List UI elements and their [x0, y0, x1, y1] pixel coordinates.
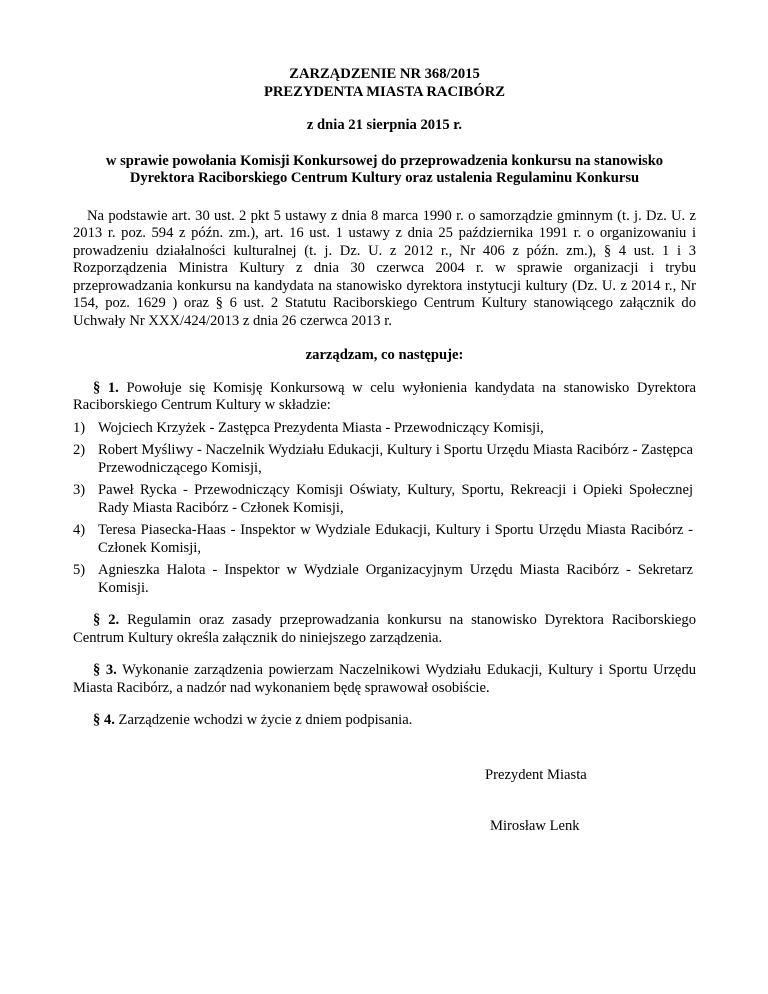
section-1-text: Powołuje się Komisję Konkursową w celu wyłonienia kandydata na stanowisko Dyrektora Raciborskiego Centrum Kultury w składzie: — [73, 379, 696, 413]
list-item — [73, 420, 696, 438]
list-item-number: 5) — [73, 562, 86, 578]
section-4-label: § 4. — [93, 712, 115, 728]
list-item — [73, 482, 696, 517]
list-item — [73, 562, 696, 597]
section-1-label: § 1. — [93, 379, 119, 396]
list-item-number: 3) — [73, 482, 86, 498]
decree-intro: zarządzam, co następuje: — [305, 347, 464, 363]
document-title-line1: ZARZĄDZENIE NR 368/2015 — [289, 66, 480, 82]
document-page — [73, 66, 696, 730]
section-3-label: § 3. — [93, 662, 117, 678]
list-item-text: Paweł Rycka - Przewodniczący Komisji Oświaty, Kultury, Sportu, Rekreacji i Opieki Społecznej Rady Miasta Racibórz - Członek Komisji, — [98, 482, 693, 516]
legal-basis: Na podstawie art. 30 ust. 2 pkt 5 ustawy z dnia 8 marca 1990 r. o samorządzie gminnym (t. j. Dz. U. z 2013 r. poz. 594 z późn. zm.), art. 16 ust. 1 ustawy z dnia 25 października 1991 r. o organizowaniu i prowadzeniu działalności kulturalnej (t. j. Dz. U. z 2012 r., Nr 406 z późn. zm.), § 4 ust. 1 i 3 Rozporządzenia Ministra Kultury z dnia 30 czerwca 2004 r. w sprawie organizacji i trybu przeprowadzania konkursu na kandydata na stanowisko dyrektora instytucji kultury (Dz. U. z 2014 r., Nr 154, poz. 1629 ) oraz § 6 ust. 2 Statutu Raciborskiego Centrum Kultury stanowiącego załącznik do Uchwały Nr XXX/424/2013 z dnia 26 czerwca 2013 r. — [73, 207, 696, 329]
list-item-text: Agnieszka Halota - Inspektor w Wydziale Organizacyjnym Urzędu Miasta Racibórz - Sekretarz Komisji. — [98, 562, 693, 596]
list-item-text: Robert Myśliwy - Naczelnik Wydziału Edukacji, Kultury i Sportu Urzędu Miasta Racibórz - Zastępca Przewodniczącego Komisji, — [98, 442, 693, 476]
section-2-text: Regulamin oraz zasady przeprowadzania konkursu na stanowisko Dyrektora Raciborskiego Centrum Kultury określa załącznik do niniejszego zarządzenia. — [73, 612, 697, 646]
list-item-number: 4) — [73, 522, 86, 538]
list-item-text: Wojciech Krzyżek - Zastępca Prezydenta Miasta - Przewodniczący Komisji, — [98, 419, 544, 436]
section-4 — [73, 712, 696, 730]
list-item — [73, 522, 696, 557]
list-item-number: 1) — [73, 419, 86, 436]
document-title-line2: PREZYDENTA MIASTA RACIBÓRZ — [263, 83, 506, 100]
section-2-label: § 2. — [93, 612, 120, 628]
document-subject: w sprawie powołania Komisji Konkursowej do przeprowadzenia konkursu na stanowisko Dyrektora Raciborskiego Centrum Kultury oraz ustalenia Regulaminu Konkursu — [105, 152, 664, 186]
signature-title: Prezydent Miasta — [485, 767, 587, 783]
document-date: z dnia 21 sierpnia 2015 r. — [306, 117, 463, 133]
section-2 — [73, 612, 696, 647]
list-item-text: Teresa Piasecka-Haas - Inspektor w Wydziale Edukacji, Kultury i Sportu Urzędu Miasta Racibórz - Członek Komisji, — [98, 522, 693, 556]
committee-member-list — [73, 420, 696, 598]
list-item-number: 2) — [73, 442, 86, 458]
list-item — [73, 442, 696, 477]
section-3 — [73, 662, 696, 697]
section-1 — [73, 380, 696, 415]
signature-name: Mirosław Lenk — [490, 818, 580, 834]
section-4-text: Zarządzenie wchodzi w życie z dniem podpisania. — [118, 712, 413, 728]
section-3-text: Wykonanie zarządzenia powierzam Naczelnikowi Wydziału Edukacji, Kultury i Sportu Urzędu Miasta Racibórz, a nadzór nad wykonaniem będę sprawował osobiście. — [73, 662, 697, 696]
